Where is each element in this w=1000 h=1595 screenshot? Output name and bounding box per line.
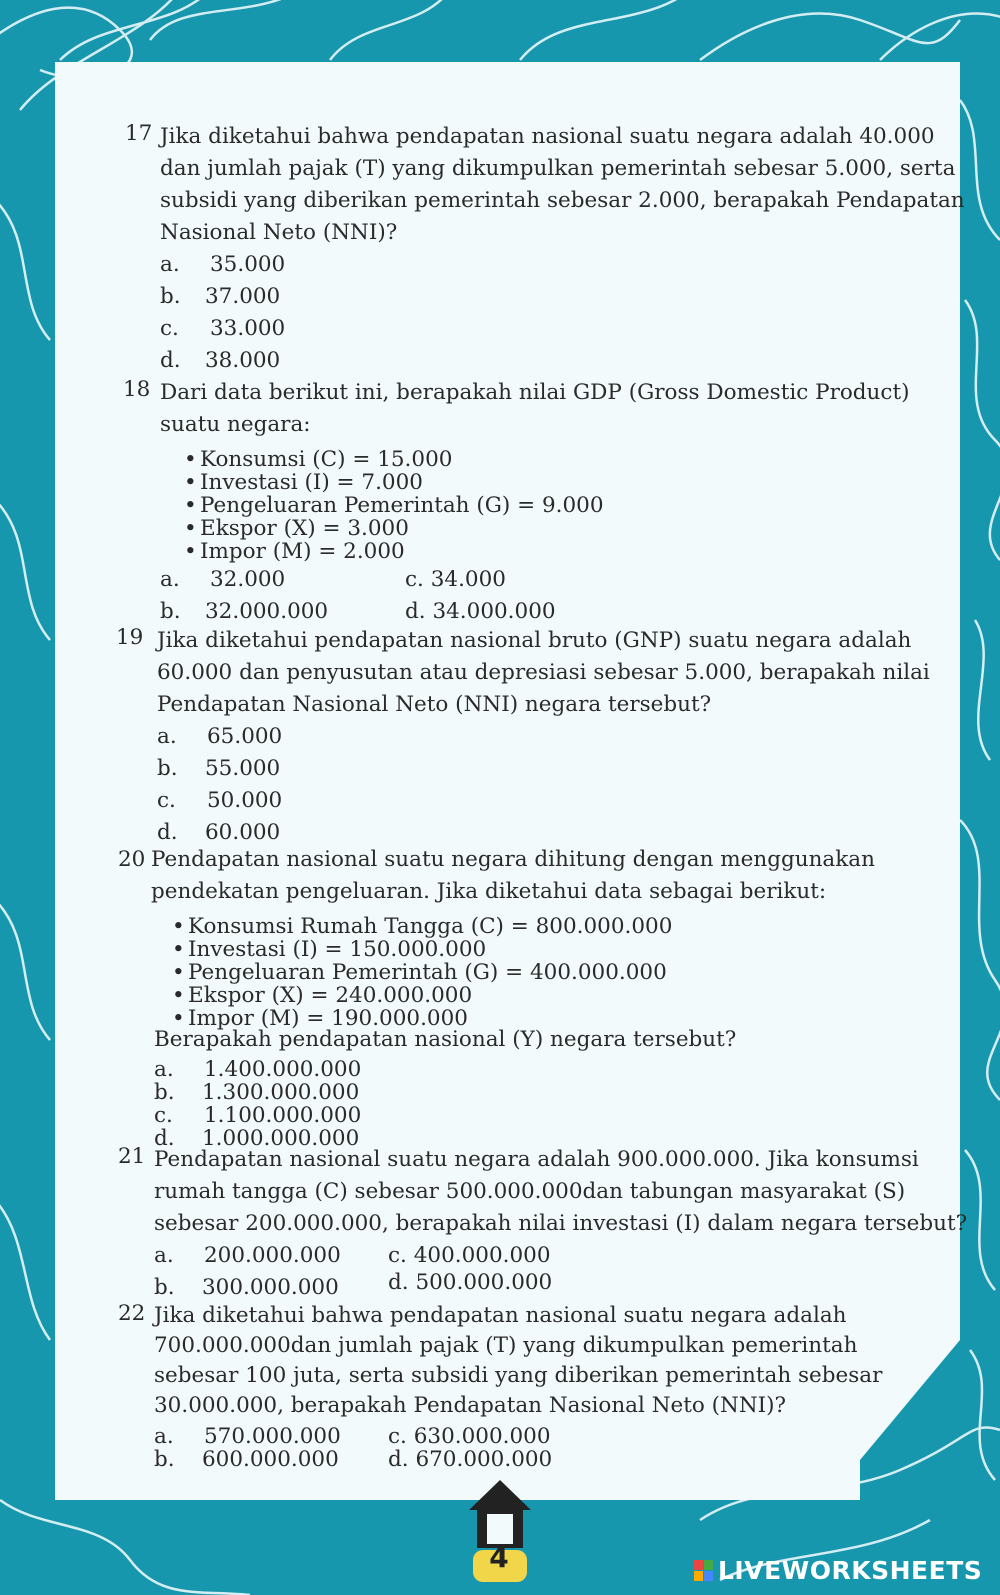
answer-option[interactable]: d. 1.000.000.000 <box>154 1126 360 1151</box>
data-bullet: • Ekspor (X) = 3.000 <box>200 517 409 540</box>
answer-option[interactable]: d. 670.000.000 <box>388 1447 553 1472</box>
answer-option[interactable]: d. 60.000 <box>157 820 281 845</box>
question-text-line: Jika diketahui pendapatan nasional bruto (GNP) suatu negara adalah <box>157 628 912 653</box>
answer-option[interactable]: c. 400.000.000 <box>388 1243 551 1268</box>
answer-option[interactable]: b. 55.000 <box>157 756 281 781</box>
question-text-line: dan jumlah pajak (T) yang dikumpulkan pemerintah sebesar 5.000, serta <box>160 156 956 181</box>
question-text-line: rumah tangga (C) sebesar 500.000.000dan tabungan masyarakat (S) <box>154 1179 906 1204</box>
question-text-line: Pendapatan Nasional Neto (NNI) negara tersebut? <box>157 692 712 717</box>
answer-option[interactable]: b. 37.000 <box>160 284 281 309</box>
answer-option[interactable]: d. 34.000.000 <box>405 599 556 624</box>
question-text-line: Nasional Neto (NNI)? <box>160 220 398 245</box>
answer-option[interactable]: a. 200.000.000 <box>154 1243 341 1268</box>
data-bullet: • Konsumsi (C) = 15.000 <box>200 448 452 471</box>
question-number: 22 <box>118 1301 146 1326</box>
answer-option[interactable]: a. 1.400.000.000 <box>154 1057 362 1082</box>
question-text-line: suatu negara: <box>160 412 311 437</box>
question-text-line: Jika diketahui bahwa pendapatan nasional suatu negara adalah 40.000 <box>160 124 935 149</box>
data-bullet: • Investasi (I) = 7.000 <box>200 471 423 494</box>
data-bullet: • Konsumsi Rumah Tangga (C) = 800.000.000 <box>188 915 672 938</box>
question-text-line: Dari data berikut ini, berapakah nilai GDP (Gross Domestic Product) <box>160 380 910 405</box>
question-prompt: Berapakah pendapatan nasional (Y) negara tersebut? <box>154 1027 737 1052</box>
question-text-line: 60.000 dan penyusutan atau depresiasi sebesar 5.000, berapakah nilai <box>157 660 930 685</box>
data-bullet: • Impor (M) = 190.000.000 <box>188 1007 468 1030</box>
data-bullet: • Ekspor (X) = 240.000.000 <box>188 984 472 1007</box>
answer-option[interactable]: a. 65.000 <box>157 724 283 749</box>
answer-option[interactable]: b. 1.300.000.000 <box>154 1080 360 1105</box>
question-text-line: 700.000.000dan jumlah pajak (T) yang dikumpulkan pemerintah <box>154 1333 858 1358</box>
question-number: 18 <box>123 377 151 402</box>
question-number: 19 <box>116 625 144 650</box>
data-bullet: • Pengeluaran Pemerintah (G) = 400.000.000 <box>188 961 667 984</box>
answer-option[interactable]: c. 630.000.000 <box>388 1424 551 1449</box>
question-text-line: 30.000.000, berapakah Pendapatan Nasional Neto (NNI)? <box>154 1393 787 1418</box>
page-number: 4 <box>489 1541 509 1574</box>
data-bullet: • Impor (M) = 2.000 <box>200 540 405 563</box>
answer-option[interactable]: d. 38.000 <box>160 348 281 373</box>
question-text-line: sebesar 200.000.000, berapakah nilai investasi (I) dalam negara tersebut? <box>154 1211 968 1236</box>
answer-option[interactable]: c. 1.100.000.000 <box>154 1103 362 1128</box>
question-text-line: sebesar 100 juta, serta subsidi yang diberikan pemerintah sebesar <box>154 1363 883 1388</box>
question-number: 17 <box>125 121 153 146</box>
answer-option[interactable]: a. 32.000 <box>160 567 286 592</box>
brand-logo-icon <box>694 1560 714 1582</box>
question-number: 21 <box>118 1144 146 1169</box>
answer-option[interactable]: d. 500.000.000 <box>388 1270 553 1295</box>
answer-option[interactable]: a. 35.000 <box>160 252 286 277</box>
question-text-line: Pendapatan nasional suatu negara dihitung dengan menggunakan <box>151 847 875 872</box>
answer-option[interactable]: c. 50.000 <box>157 788 283 813</box>
answer-option[interactable]: b. 32.000.000 <box>160 599 329 624</box>
brand-watermark: LIVEWORKSHEETS <box>718 1556 983 1585</box>
data-bullet: • Pengeluaran Pemerintah (G) = 9.000 <box>200 494 604 517</box>
question-text-line: Pendapatan nasional suatu negara adalah 900.000.000. Jika konsumsi <box>154 1147 919 1172</box>
data-bullet: • Investasi (I) = 150.000.000 <box>188 938 486 961</box>
answer-option[interactable]: c. 34.000 <box>405 567 506 592</box>
question-number: 20 <box>118 847 146 872</box>
question-text-line: pendekatan pengeluaran. Jika diketahui data sebagai berikut: <box>151 879 827 904</box>
answer-option[interactable]: c. 33.000 <box>160 316 286 341</box>
answer-option[interactable]: b. 600.000.000 <box>154 1447 339 1472</box>
question-text-line: subsidi yang diberikan pemerintah sebesar 2.000, berapakah Pendapatan <box>160 188 965 213</box>
answer-option[interactable]: a. 570.000.000 <box>154 1424 341 1449</box>
question-text-line: Jika diketahui bahwa pendapatan nasional suatu negara adalah <box>154 1303 847 1328</box>
answer-option[interactable]: b. 300.000.000 <box>154 1275 339 1300</box>
